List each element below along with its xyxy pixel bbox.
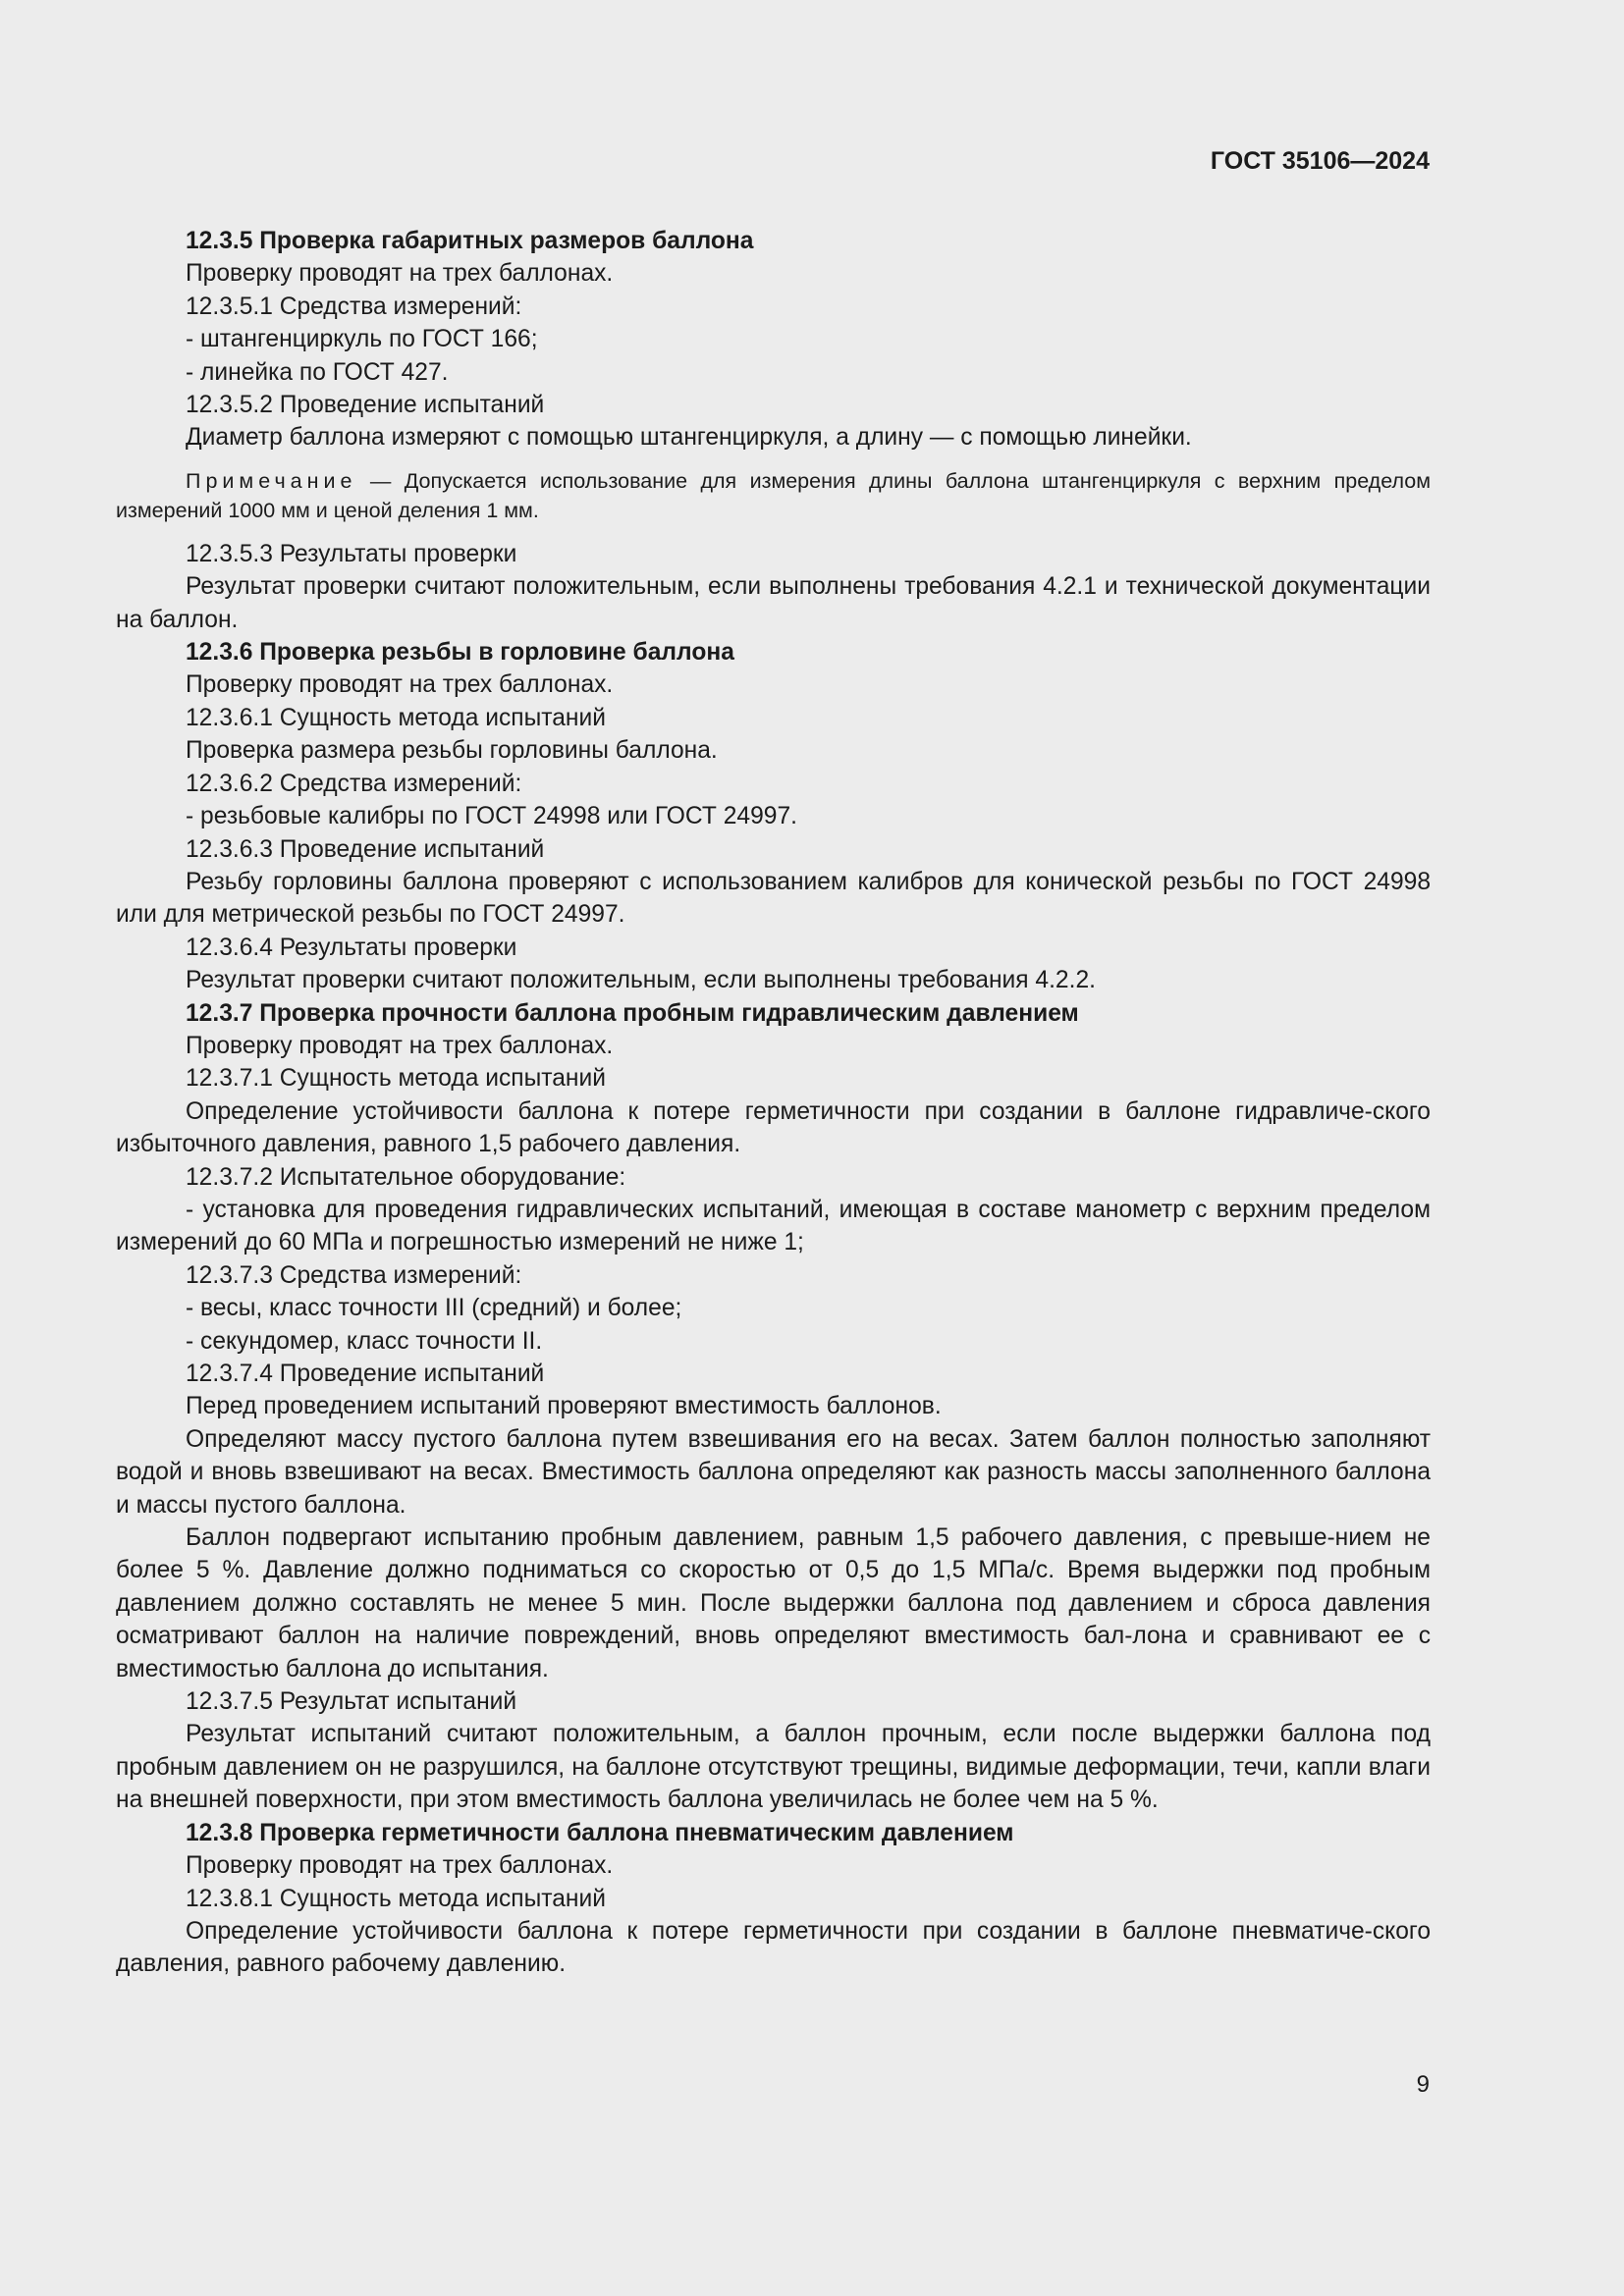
paragraph: Проверку проводят на трех баллонах. [186, 1032, 614, 1059]
paragraph: Проверку проводят на трех баллонах. [186, 260, 614, 288]
subsection-title: 12.3.5.3 Результаты проверки [186, 540, 517, 567]
list-item: - штангенциркуль по ГОСТ 166; [186, 326, 538, 353]
paragraph: Определение устойчивости баллона к потере герметичности при создании в баллоне пневматиче-ского давления, равного рабочему давлению. [116, 1917, 1431, 1978]
list-item: - секундомер, класс точности II. [186, 1327, 543, 1355]
paragraph: Резьбу горловины баллона проверяют с использованием калибров для конической резьбы по ГОСТ 24998 или для метрической резьбы по ГОСТ 24997. [116, 868, 1431, 929]
list-item: - линейка по ГОСТ 427. [186, 358, 449, 386]
section-heading: 12.3.7 Проверка прочности баллона пробным гидравлическим давлением [186, 999, 1079, 1027]
subsection-title: 12.3.5.2 Проведение испытаний [186, 392, 545, 419]
list-item: - весы, класс точности III (средний) и более; [186, 1295, 682, 1322]
paragraph: Результат испытаний считают положительным, а баллон прочным, если после выдержки баллона под пробным давлением он не разрушился, на баллоне отсутствуют трещины, видимые деформации, течи, капли влаги на внешней поверхности, при этом вместимость баллона увеличилась не более чем на 5 %. [116, 1721, 1431, 1814]
note-text: — Допускается использование для измерения длины баллона штангенциркуля с верхним пределом измерений 1000 мм и ценой деления 1 мм. [116, 468, 1431, 522]
document-body [116, 225, 1431, 1981]
section-heading: 12.3.5 Проверка габаритных размеров баллона [186, 228, 754, 254]
subsection-title: 12.3.7.1 Сущность метода испытаний [186, 1065, 606, 1093]
paragraph: Определение устойчивости баллона к потере герметичности при создании в баллоне гидравличе-ского избыточного давления, равного 1,5 рабочего давления. [116, 1097, 1431, 1158]
section-heading: 12.3.8 Проверка герметичности баллона пневматическим давлением [186, 1819, 1014, 1846]
subsection-title: 12.3.6.3 Проведение испытаний [186, 835, 545, 863]
paragraph: Проверку проводят на трех баллонах. [186, 671, 614, 699]
subsection-title: 12.3.7.4 Проведение испытаний [186, 1361, 545, 1387]
paragraph: Результат проверки считают положительным, если выполнены требования 4.2.1 и технической документации на баллон. [116, 573, 1431, 633]
paragraph: Проверку проводят на трех баллонах. [186, 1852, 614, 1880]
paragraph: Определяют массу пустого баллона путем взвешивания его на весах. Затем баллон полностью заполняют водой и вновь взвешивают на весах. Вместимость баллона определяют как разность массы заполненного баллона и массы пустого баллона. [116, 1425, 1431, 1519]
subsection-title: 12.3.7.5 Результат испытаний [186, 1688, 517, 1716]
subsection-title: 12.3.6.1 Сущность метода испытаний [186, 704, 606, 731]
paragraph: Результат проверки считают положительным, если выполнены требования 4.2.2. [186, 967, 1096, 994]
paragraph: Диаметр баллона измеряют с помощью штангенциркуля, а длину — с помощью линейки. [186, 424, 1192, 452]
page-number: 9 [1416, 2071, 1430, 2098]
subsection-title: 12.3.7.3 Средства измерений: [186, 1261, 522, 1289]
subsection-title: 12.3.8.1 Сущность метода испытаний [186, 1885, 606, 1912]
subsection-title: 12.3.6.4 Результаты проверки [186, 934, 517, 961]
paragraph: Перед проведением испытаний проверяют вместимость баллонов. [186, 1393, 942, 1420]
section-heading: 12.3.6 Проверка резьбы в горловине баллона [186, 639, 734, 667]
document-code: ГОСТ 35106—2024 [1210, 147, 1430, 175]
list-item: - резьбовые калибры по ГОСТ 24998 или ГОСТ 24997. [186, 803, 797, 830]
subsection-title: 12.3.6.2 Средства измерений: [186, 770, 522, 797]
paragraph: Проверка размера резьбы горловины баллона. [186, 737, 718, 765]
note-label: Примечание [186, 468, 357, 493]
list-item: - установка для проведения гидравлических испытаний, имеющая в составе манометр с верхним пределом измерений до 60 МПа и погрешностью измерений не ниже 1; [116, 1196, 1431, 1256]
subsection-title: 12.3.7.2 Испытательное оборудование: [186, 1163, 626, 1191]
subsection-title: 12.3.5.1 Средства измерений: [186, 293, 522, 320]
paragraph: Баллон подвергают испытанию пробным давлением, равным 1,5 рабочего давления, с превыше-нием не более 5 %. Давление должно подниматься со скоростью от 0,5 до 1,5 МПа/с. Время выдержки под пробным давлением должно составлять не менее 5 мин. После выдержки баллона под давлением и сброса давления осматривают баллон на наличие повреждений, вновь определяют вместимость бал-лона и сравнивают ее с вместимостью баллона до испытания. [116, 1524, 1431, 1682]
note [116, 466, 1431, 525]
